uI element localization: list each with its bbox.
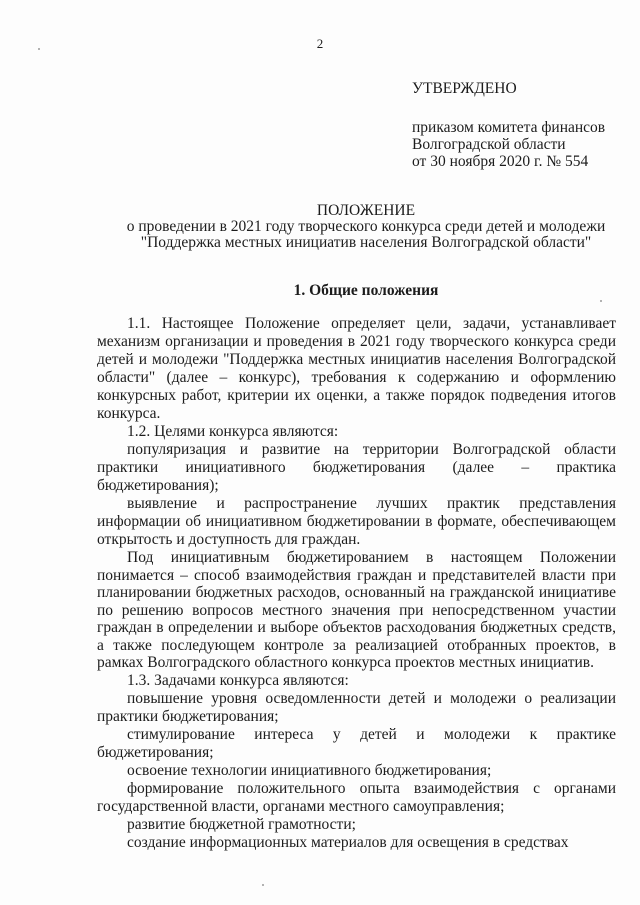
title-line-1: о проведении в 2021 году творческого конкурса среди детей и молодежи [126,218,606,235]
approval-line-1: приказом комитета финансов [412,119,606,136]
task-item-5: развитие бюджетной грамотности; [127,815,356,833]
page-number: 2 [316,36,324,51]
task-item-4: формирование положительного опыта взаимодействия с органами государственной власти, органами местного самоуправления; [97,779,616,815]
definition-paragraph: Под инициативным бюджетированием в настоящем Положении понимается – способ взаимодействия граждан и представителей власти при планировании бюджетных расходов, основанный на гражданской инициативе по решению вопросов местного значения при непосредственном участии граждан в определении и выборе объектов расходования бюджетных средств, а также последующем контроле за реализацией отобранных проектов, в рамках Волгоградского областного конкурса проектов местных инициатив. [97,549,616,671]
approval-line-2: Волгоградской области [412,136,566,153]
task-item-3: освоение технологии инициативного бюджетирования; [127,761,492,779]
title-heading: ПОЛОЖЕНИЕ [316,202,416,219]
task-item-2: стимулирование интереса у детей и молодежи к практике бюджетирования; [97,725,616,761]
document-title [96,203,636,251]
task-item-6: создание информационных материалов для освещения в средствах [127,833,569,851]
paragraph-1-1: 1.1. Настоящее Положение определяет цели, задачи, устанавливает механизм организации и проведения в 2021 году творческого конкурса среди детей и молодежи "Поддержка местных инициатив населения Волгоградской области" (далее – конкурс), требования к содержанию и оформлению конкурсных работ, критерии их оценки, а также порядок подведения итогов конкурса. [97,315,616,422]
section-body [97,315,616,852]
approval-stamp [412,80,605,170]
goal-item-1: популяризация и развитие на территории Волгоградской области практики инициативного бюджетирования (далее – практика бюджетирования); [97,441,616,494]
goal-item-2: выявление и распространение лучших практик представления информации об инициативном бюджетировании в формате, обеспечивающем открытость и доступность для граждан. [97,495,616,548]
task-item-1: повышение уровня осведомленности детей и молодежи о реализации практики бюджетирования; [97,689,616,725]
section-heading: 1. Общие положения [293,282,439,299]
approved-label: УТВЕРЖДЕНО [412,80,517,97]
title-line-2: "Поддержка местных инициатив населения Волгоградской области" [140,234,592,251]
paragraph-1-3: 1.3. Задачами конкурса являются: [127,671,349,689]
paragraph-1-2: 1.2. Целями конкурса являются: [127,423,339,440]
approval-line-3: от 30 ноября 2020 г. № 554 [412,153,589,170]
